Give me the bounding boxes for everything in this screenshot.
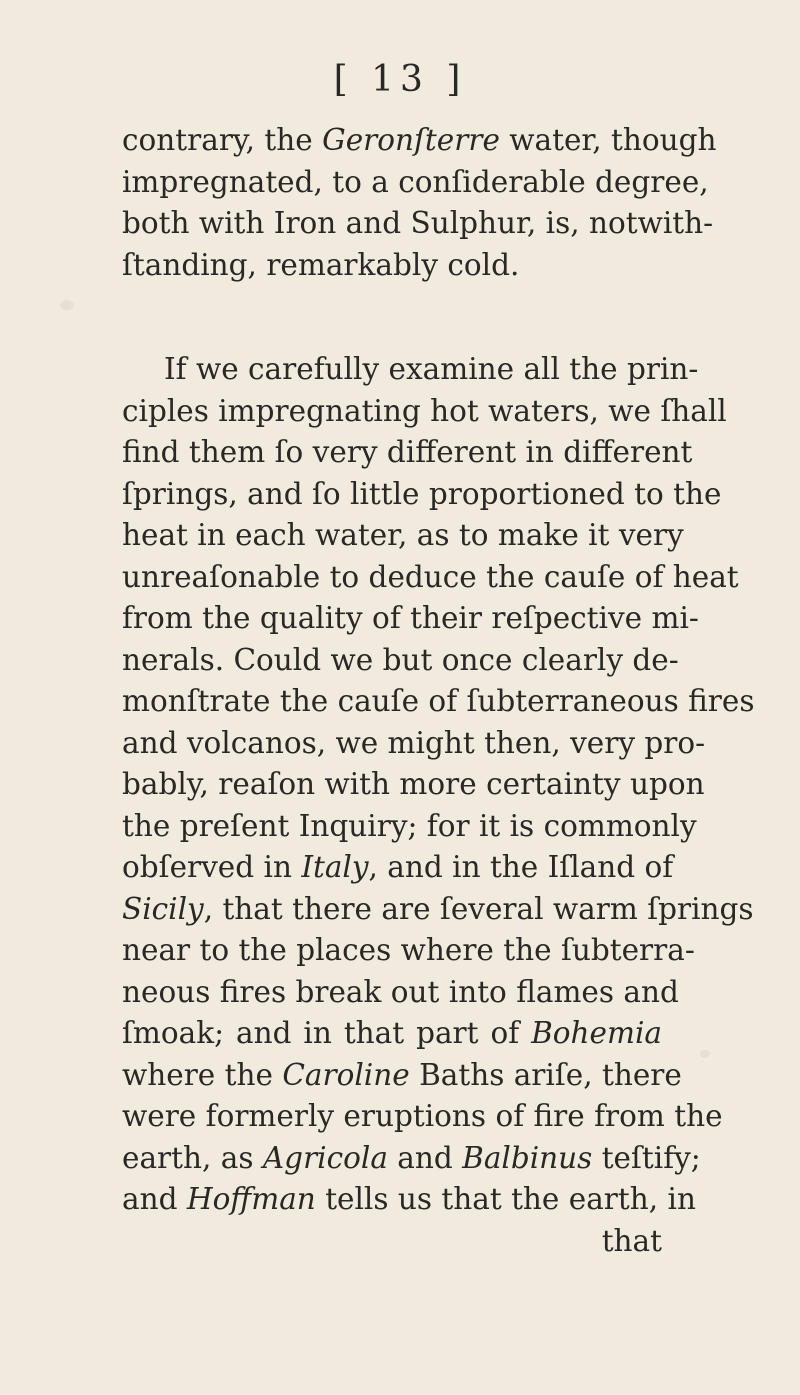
catchword: that — [601, 1223, 662, 1258]
paragraph-gap — [122, 286, 662, 349]
italic-term: Hoffman — [186, 1182, 316, 1216]
text-line: ſtanding, remarkably cold. — [122, 247, 520, 282]
text-line: the preſent Inquiry; for it is commonly — [122, 808, 697, 843]
text-line: Sicily, that there are ſeveral warm ſprings — [122, 891, 754, 926]
paragraph-2 — [122, 349, 755, 1221]
paragraph-1 — [122, 120, 717, 286]
text-line: obſerved in Italy, and in the Iſland of — [122, 850, 674, 884]
text-line: ciples impregnating hot waters, we ſhall — [122, 393, 727, 428]
text-line: nerals. Could we but once clearly de- — [122, 642, 679, 677]
italic-term: Caroline — [282, 1057, 410, 1092]
paper-foxing — [700, 1050, 710, 1058]
text-line: and volcanos, we might then, very pro- — [122, 725, 706, 760]
text-line: neous fires break out into flames and — [122, 974, 679, 1009]
text-line: ſprings, and ſo little proportioned to the — [122, 476, 722, 511]
text-line: unreaſonable to deduce the cauſe of heat — [122, 559, 739, 594]
text-line: bably, reaſon with more certainty upon — [122, 767, 705, 801]
page-number: [ 13 ] — [333, 59, 467, 100]
text-line: and Hoffman tells us that the earth, in — [122, 1182, 696, 1216]
text-line: find them ſo very different in different — [122, 435, 693, 469]
text-line: heat in each water, as to make it very — [122, 518, 684, 552]
italic-term: Geronſterre — [322, 123, 500, 157]
text-line: near to the places where the ſubterra- — [122, 933, 695, 967]
body-text — [122, 120, 755, 1262]
paper-foxing — [60, 300, 74, 310]
text-line: ſmoak; and in that part of Bohemia — [122, 1016, 662, 1050]
text-line: both with Iron and Sulphur, is, notwith- — [122, 206, 714, 240]
text-line: earth, as Agricola and Balbinus teſtify; — [122, 1140, 701, 1175]
italic-term: Italy — [301, 850, 369, 884]
text-line: where the Caroline Baths ariſe, there — [122, 1057, 682, 1092]
italic-term: Agricola — [262, 1140, 388, 1175]
italic-term: Balbinus — [462, 1140, 593, 1175]
italic-term: Sicily — [122, 891, 204, 926]
italic-term: Bohemia — [531, 1016, 662, 1050]
text-line: monſtrate the cauſe of ſubterraneous fires — [122, 684, 755, 718]
text-line: impregnated, to a conſiderable degree, — [122, 164, 709, 199]
text-line: If we carefully examine all the prin- — [164, 352, 699, 386]
text-line: from the quality of their reſpective mi- — [122, 601, 699, 635]
text-line: were formerly eruptions of fire from the — [122, 1099, 723, 1133]
text-line: contrary, the Geronſterre water, though — [122, 123, 717, 157]
